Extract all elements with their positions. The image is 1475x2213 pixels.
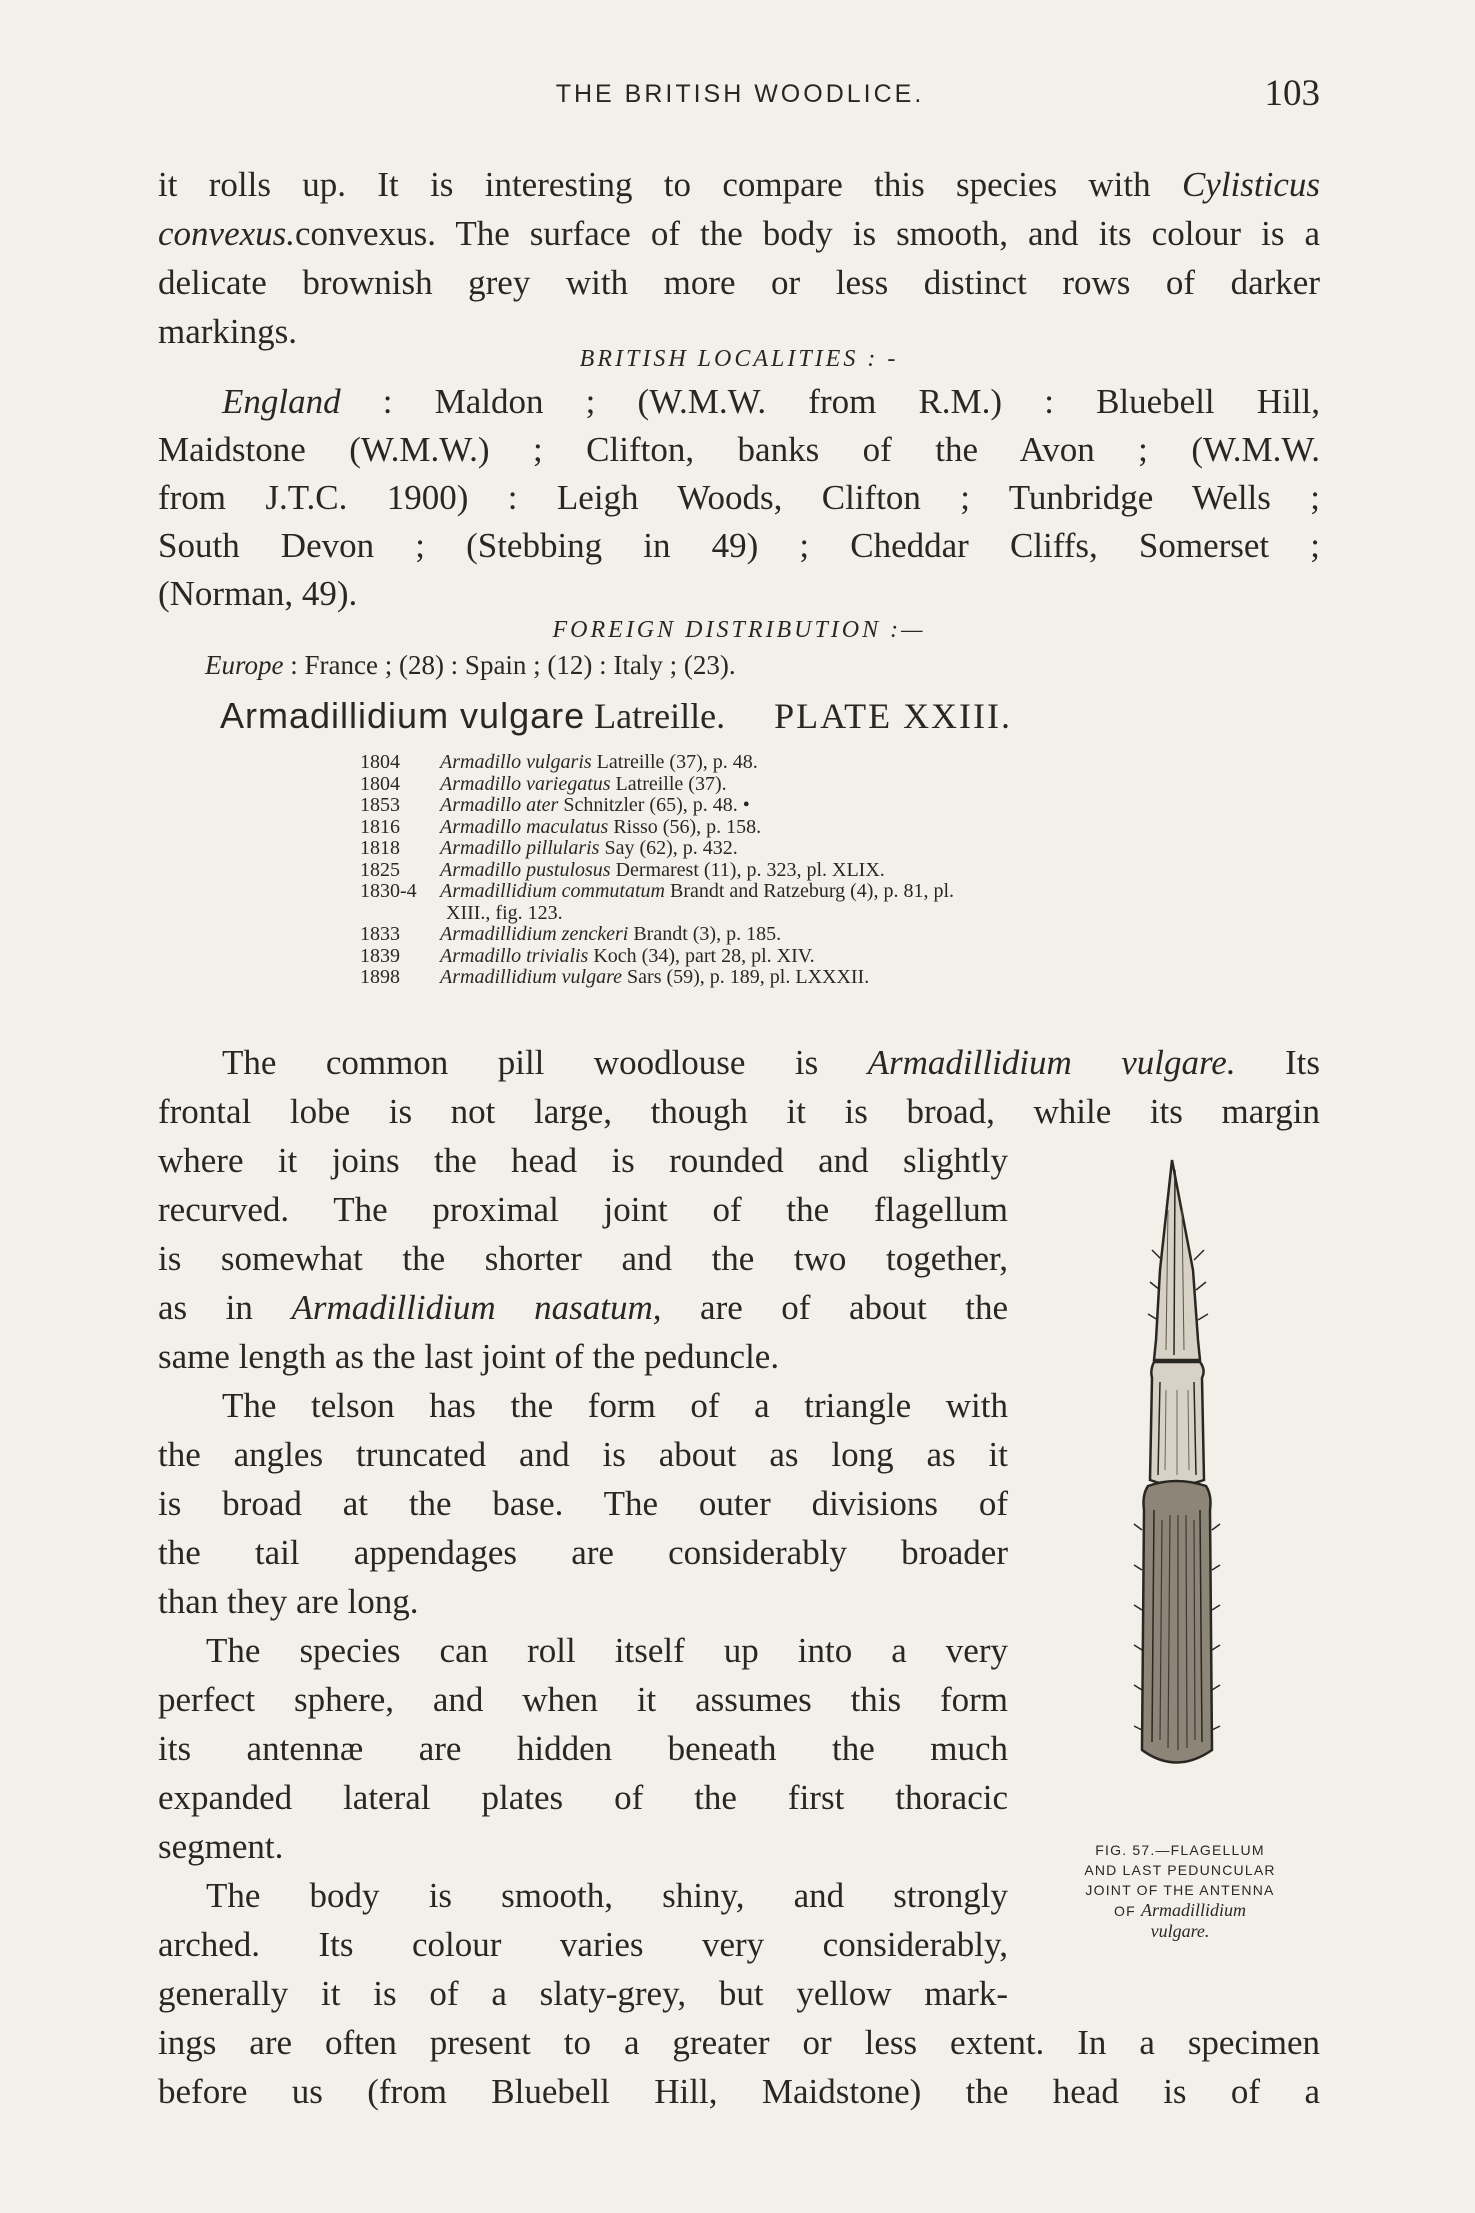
synonym-row: 1825 Armadillo pustulosus Dermarest (11), p. 323, pl. XLIX. bbox=[360, 858, 885, 881]
final-line-2: before us (from Bluebell Hill, Maidstone) the head is of a bbox=[158, 2072, 1320, 2111]
italic-convexus: convexus. bbox=[158, 214, 296, 253]
synonym-row: 1818 Armadillo pillularis Say (62), p. 432. bbox=[360, 837, 738, 859]
telson-line-1: The telson has the form of a triangle with bbox=[222, 1386, 1008, 1425]
localities-line-3: from J.T.C. 1900) : Leigh Woods, Clifton ; Tunbridge Wells ; bbox=[158, 478, 1320, 517]
telson-line-2: the angles truncated and is about as long as it bbox=[158, 1435, 1008, 1474]
england-label: England bbox=[222, 382, 341, 421]
british-localities-heading: BRITISH LOCALITIES : - bbox=[579, 346, 899, 372]
running-head bbox=[160, 72, 1320, 122]
figure-caption: FIG. 57.—FLAGELLUM AND LAST PEDUNCULAR JOINT OF THE ANTENNA OF Armadillidium vulgare. bbox=[1084, 1842, 1276, 1941]
main-line-2: frontal lobe is not large, though it is broad, while its margin bbox=[158, 1092, 1320, 1131]
synonym-row: XIII., fig. 123. bbox=[446, 901, 563, 924]
final-lines bbox=[158, 2018, 1320, 2116]
intro-line-1: it rolls up. It is interesting to compare this species with Cylisticus bbox=[158, 165, 1320, 204]
synonym-row: 1839 Armadillo trivialis Koch (34), part 28, pl. XIV. bbox=[360, 944, 815, 967]
telson-line-3: is broad at the base. The outer divisions of bbox=[158, 1484, 1008, 1523]
roll-line-1: The species can roll itself up into a very bbox=[206, 1631, 1008, 1670]
final-line-1: ings are often present to a greater or less extent. In a specimen bbox=[158, 2023, 1320, 2062]
british-localities bbox=[158, 378, 1320, 618]
roll-line-3: its antennæ are hidden beneath the much bbox=[158, 1729, 1008, 1768]
synonym-row: 1830-4 Armadillidium commutatum Brandt and Ratzeburg (4), p. 81, pl. bbox=[360, 880, 955, 902]
main-line-7: same length as the last joint of the peduncle. bbox=[158, 1337, 780, 1376]
localities-line-1: England : Maldon ; (W.M.W. from R.M.) : Bluebell Hill, bbox=[222, 382, 1320, 421]
main-line-6: as in Armadillidium nasatum, are of about the bbox=[158, 1288, 1009, 1327]
species-heading bbox=[220, 695, 1012, 737]
species-author: Latreille. bbox=[594, 696, 726, 736]
intro-line-3: delicate brownish grey with more or less distinct rows of darker bbox=[158, 263, 1320, 302]
localities-line-2: Maidstone (W.M.W.) ; Clifton, banks of the Avon ; (W.M.W. bbox=[158, 430, 1320, 469]
main-line-4: recurved. The proximal joint of the flagellum bbox=[158, 1190, 1008, 1229]
main-line-5: is somewhat the shorter and the two together, bbox=[158, 1239, 1008, 1278]
roll-line-2: perfect sphere, and when it assumes this form bbox=[158, 1680, 1008, 1719]
main-line-1: The common pill woodlouse is Armadillidium vulgare. Its bbox=[222, 1043, 1320, 1082]
intro-line-4: markings. bbox=[158, 312, 298, 351]
main-paragraph-1-full bbox=[158, 1038, 1320, 1136]
intro-line-2: convexus.convexus. The surface of the body is smooth, and its colour is a bbox=[158, 214, 1320, 253]
telson-line-5: than they are long. bbox=[158, 1582, 419, 1621]
foreign-distribution-heading: FOREIGN DISTRIBUTION :— bbox=[552, 617, 926, 643]
synonym-row: 1816 Armadillo maculatus Risso (56), p. 158. bbox=[360, 815, 762, 838]
synonym-row: 1853 Armadillo ater Schnitzler (65), p. 48. • bbox=[360, 794, 750, 816]
italic-cylisticus: Cylisticus bbox=[1181, 165, 1320, 204]
synonym-list bbox=[360, 752, 1320, 989]
page-number: 103 bbox=[1264, 73, 1320, 114]
body-line-3: generally it is of a slaty-grey, but yellow mark- bbox=[158, 1974, 1008, 2013]
species-name: Armadillidium vulgare bbox=[220, 695, 586, 736]
telson-line-4: the tail appendages are considerably broader bbox=[158, 1533, 1008, 1572]
plate-reference: PLATE XXIII. bbox=[774, 696, 1013, 736]
main-line-3: where it joins the head is rounded and slightly bbox=[158, 1141, 1008, 1180]
synonym-row: 1833 Armadillidium zenckeri Brandt (3), p. 185. bbox=[360, 923, 782, 945]
narrow-column bbox=[158, 1136, 1008, 2018]
synonym-row: 1804 Armadillo variegatus Latreille (37). bbox=[360, 772, 727, 795]
roll-line-4: expanded lateral plates of the first thoracic bbox=[158, 1778, 1008, 1817]
synonym-row: 1804 Armadillo vulgaris Latreille (37), p. 48. bbox=[360, 751, 758, 773]
running-title: THE BRITISH WOODLICE. bbox=[555, 80, 925, 108]
localities-line-5: (Norman, 49). bbox=[158, 574, 358, 613]
europe-label: Europe bbox=[205, 650, 284, 680]
roll-line-5: segment. bbox=[158, 1827, 284, 1866]
synonym-row: 1898 Armadillidium vulgare Sars (59), p. 189, pl. LXXXII. bbox=[360, 966, 870, 988]
body-line-1: The body is smooth, shiny, and strongly bbox=[206, 1876, 1008, 1915]
foreign-distribution-line: Europe : France ; (28) : Spain ; (12) : Italy ; (23). bbox=[205, 650, 736, 680]
body-line-2: arched. Its colour varies very considerably, bbox=[158, 1925, 1008, 1964]
localities-line-4: South Devon ; (Stebbing in 49) ; Cheddar Cliffs, Somerset ; bbox=[158, 526, 1320, 565]
intro-paragraph bbox=[158, 160, 1320, 356]
antenna-flagellum-illustration bbox=[1120, 1150, 1250, 1800]
